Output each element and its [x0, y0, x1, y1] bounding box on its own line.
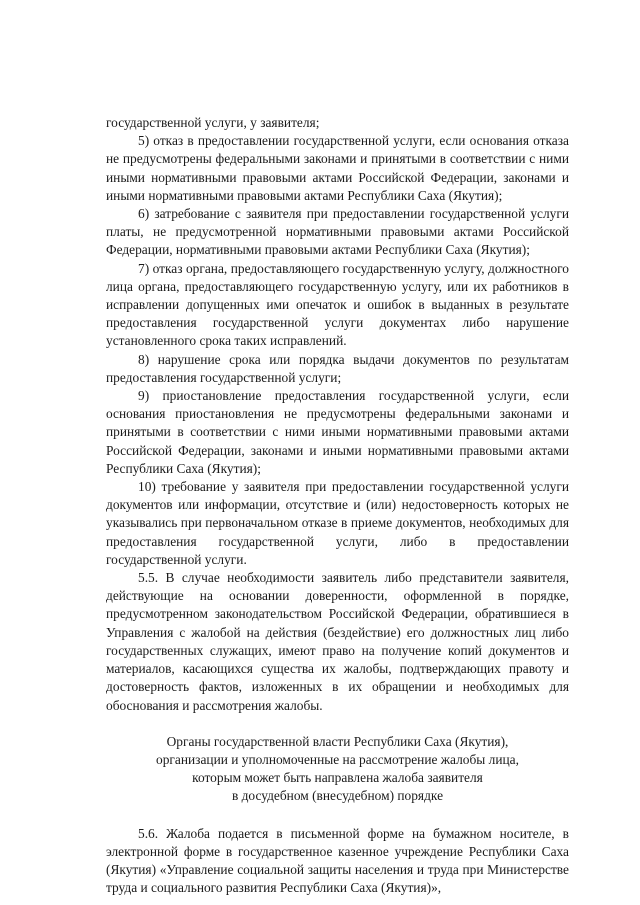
list-item-5: 5) отказ в предоставлении государственной услуги, если основания отказа не предусмотрены федеральными законами и принятыми в соответствии с ними иными нормативными правовыми актами Российской Федерации, законами и иными нормативными правовыми актами Республики Саха (Якутия); [106, 133, 569, 203]
section-5-6: 5.6. Жалоба подается в письменной форме на бумажном носителе, в электронной форме в государственное казенное учреждение Республики Саха (Якутия) «Управление социальной защиты населения и труда при Министерстве труда и социального развития Республики Саха (Якутия)», [106, 825, 569, 896]
document-page [106, 114, 569, 897]
paragraph-continuation: государственной услуги, у заявителя; [106, 115, 320, 130]
section-5-5: 5.5. В случае необходимости заявитель либо представители заявителя, действующие на основании доверенности, оформленной в порядке, предусмотренном законодательством Российской Федерации, обратившиеся в Управления с жалобой на действия (бездействие) его должностных лиц либо государственных служащих, имеют право на получение копий документов и материалов, касающихся существа их жалобы, подтверждающих правоту и достоверность фактов, изложенных в их обращении и необходимых для обоснования и рассмотрения жалобы. [106, 570, 569, 713]
list-item-10: 10) требование у заявителя при предоставлении государственной услуги документов или информации, отсутствие и (или) недостоверность которых не указывались при первоначальном отказе в приеме документов, необходимых для предоставления государственной услуги, либо в предоставлении государственной услуги. [106, 479, 569, 567]
heading-line: которым может быть направлена жалоба заявителя [192, 770, 483, 786]
list-item-7: 7) отказ органа, предоставляющего государственную услугу, должностного лица органа, предоставляющего государственную услугу, или их работников в исправлении допущенных ими опечаток и ошибок в выданных в результате предоставления государственной услуги документах либо нарушение установленного срока таких исправлений. [106, 260, 569, 349]
heading-line: Органы государственной власти Республики Саха (Якутия), [166, 733, 509, 749]
list-item-6: 6) затребование с заявителя при предоставлении государственной услуги платы, не предусмотренной нормативными правовыми актами Российской Федерации, нормативными правовыми актами Республики Саха (Якутия); [106, 206, 569, 258]
section-heading [106, 733, 569, 806]
heading-line: в досудебном (внесудебном) порядке [231, 788, 444, 804]
list-item-9: 9) приостановление предоставления государственной услуги, если основания приостановления не предусмотрены федеральными законами и принятыми в соответствии с ними иными нормативными правовыми актами Российской Федерации, законами и иными нормативными правовыми актами Республики Саха (Якутия); [106, 388, 569, 476]
list-item-8: 8) нарушение срока или порядка выдачи документов по результатам предоставления государственной услуги; [106, 351, 569, 385]
heading-line: организации и уполномоченные на рассмотрение жалобы лица, [156, 751, 519, 767]
